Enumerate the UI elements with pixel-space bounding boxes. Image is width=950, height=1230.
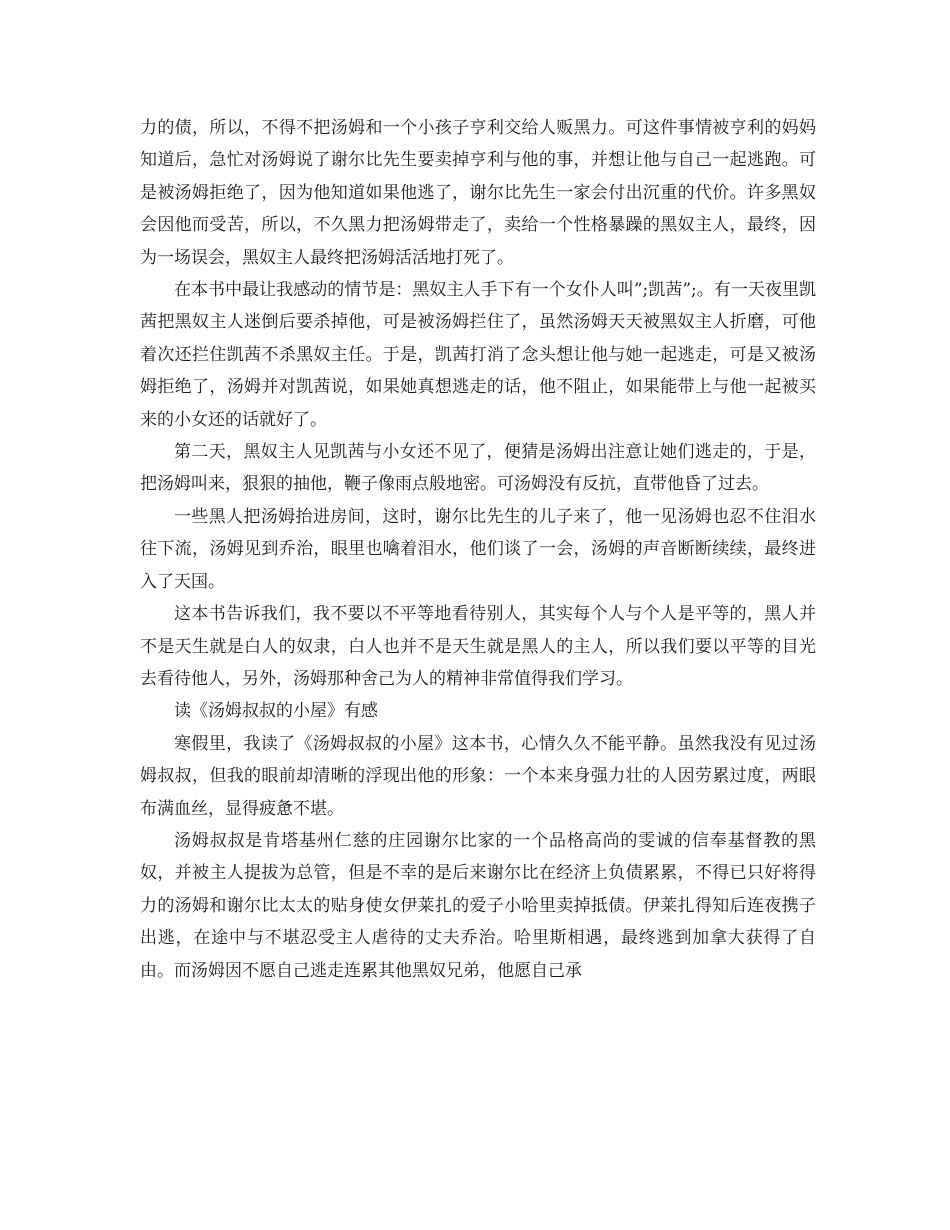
- section-title: 读《汤姆叔叔的小屋》有感: [174, 701, 378, 722]
- paragraph-continued: 力的债，所以，不得不把汤姆和一个小孩子亨利交给人贩黑力。可这件事情被亨利的妈妈知道后，急忙对汤姆说了谢尔比先生要卖掉亨利与他的事，并想让他与自己一起逃跑。可是被汤姆拒绝了，因为他知道如果他逃了，谢尔比先生一家会付出沉重的代价。许多黑奴会因他而受苦，所以，不久黑力把汤姆带走了，卖给一个性格暴躁的黑奴主人，最终，因为一场误会，黑奴主人最终把汤姆活活地打死了。: [140, 118, 816, 268]
- paragraph: 这本书告诉我们，我不要以不平等地看待别人，其实每个人与个人是平等的，黑人并不是天生就是白人的奴隶，白人也并不是天生就是黑人的主人，所以我们要以平等的目光去看待他人，另外，汤姆那种舍己为人的精神非常值得我们学习。: [140, 604, 816, 689]
- paragraph: 在本书中最让我感动的情节是：黑奴主人手下有一个女仆人叫”;凯茜”;。有一天夜里凯茜把黑奴主人迷倒后要杀掉他，可是被汤姆拦住了，虽然汤姆天天被黑奴主人折磨，可他着次还拦住凯茜不杀黑奴主任。于是，凯茜打消了念头想让他与她一起逃走，可是又被汤姆拒绝了，汤姆并对凯茜说，如果她真想逃走的话，他不阻止，如果能带上与他一起被买来的小女还的话就好了。: [140, 280, 816, 430]
- paragraph: 寒假里，我读了《汤姆叔叔的小屋》这本书，心情久久不能平静。虽然我没有见过汤姆叔叔，但我的眼前却清晰的浮现出他的形象：一个本来身强力壮的人因劳累过度，两眼布满血丝，显得疲惫不堪。: [140, 733, 816, 819]
- document-body: [140, 112, 816, 987]
- paragraph: 汤姆叔叔是肯塔基州仁慈的庄园谢尔比家的一个品格高尚的雯诚的信奉基督教的黑奴，并被主人提拔为总管，但是不幸的是后来谢尔比在经济上负债累累，不得已只好将得力的汤姆和谢尔比太太的贴身使女伊莱扎的爱子小哈里卖掉抵债。伊莱扎得知后连夜携子出逃，在途中与不堪忍受主人虐待的丈夫乔治。哈里斯相遇，最终逃到加拿大获得了自由。而汤姆因不愿自己逃走连累其他黑奴兄弟，他愿自己承: [140, 830, 816, 981]
- paragraph: 一些黑人把汤姆抬进房间，这时，谢尔比先生的儿子来了，他一见汤姆也忍不住泪水往下流，汤姆见到乔治，眼里也噙着泪水，他们谈了一会，汤姆的声音断断续续，最终进入了天国。: [140, 506, 816, 592]
- paragraph: 第二天，黑奴主人见凯茜与小女还不见了，便猜是汤姆出注意让她们逃走的，于是，把汤姆叫来，狠狠的抽他，鞭子像雨点般地密。可汤姆没有反抗，直带他昏了过去。: [140, 442, 816, 495]
